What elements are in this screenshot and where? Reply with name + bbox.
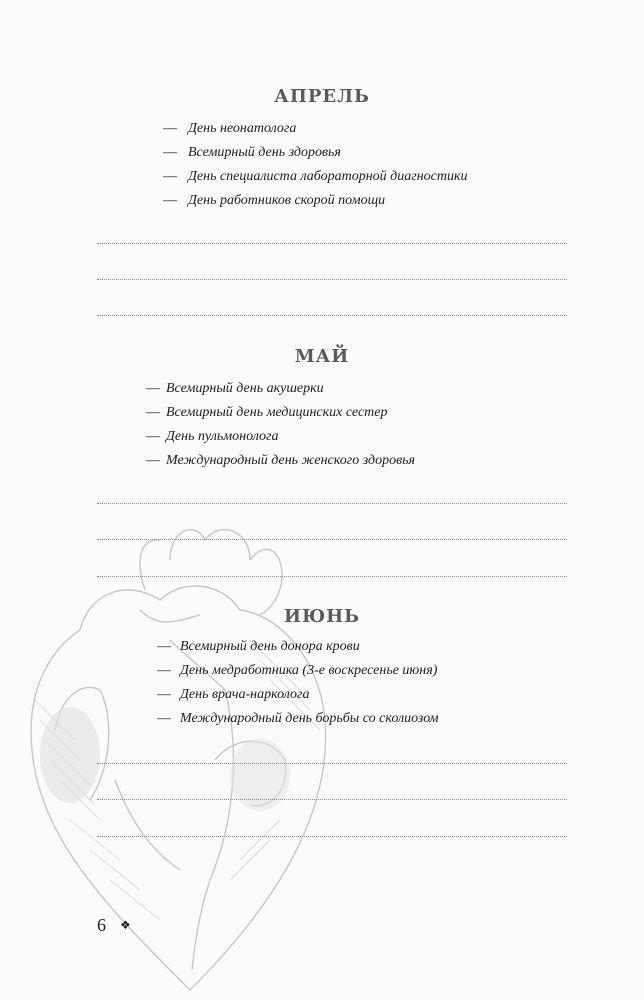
entry-text: День работников скорой помощи xyxy=(188,193,386,208)
entry-dash: — xyxy=(157,711,171,726)
note-line xyxy=(97,279,567,280)
entry-text: Всемирный день донора крови xyxy=(180,639,360,654)
entry-text: Всемирный день акушерки xyxy=(166,381,324,396)
note-line xyxy=(97,503,567,504)
entry-dash: — xyxy=(163,193,177,208)
month-title-may: МАЙ xyxy=(294,346,350,367)
note-line xyxy=(97,539,567,540)
entry-dash: — xyxy=(163,145,177,160)
note-line xyxy=(97,315,567,316)
note-line xyxy=(97,243,567,244)
entry-text: День медработника (3-е воскресенье июня) xyxy=(180,663,438,678)
note-line xyxy=(97,576,567,577)
month-title-april: АПРЕЛЬ xyxy=(274,86,370,107)
note-line xyxy=(97,836,567,837)
entry-dash: — xyxy=(146,405,160,420)
entry-text: День неонатолога xyxy=(188,121,297,136)
entry-text: Всемирный день медицинских сестер xyxy=(166,405,388,420)
entry-dash: — xyxy=(163,121,177,136)
month-title-june: ИЮНЬ xyxy=(283,606,361,627)
note-line xyxy=(97,799,567,800)
entry-dash: — xyxy=(146,381,160,396)
heart-illustration xyxy=(20,520,360,1000)
entry-dash: — xyxy=(157,639,171,654)
entry-dash: — xyxy=(146,453,160,468)
ornament-icon: ❖ xyxy=(120,918,131,932)
entry-dash: — xyxy=(146,429,160,444)
entry-text: Международный день женского здоровья xyxy=(166,453,416,468)
entry-text: День специалиста лабораторной диагностики xyxy=(188,169,468,184)
page-number: 6 xyxy=(97,915,106,935)
note-line xyxy=(97,763,567,764)
entry-dash: — xyxy=(157,687,171,702)
entry-text: День врача-нарколога xyxy=(180,687,310,702)
entry-dash: — xyxy=(157,663,171,678)
entry-dash: — xyxy=(163,169,177,184)
entry-text: День пульмонолога xyxy=(166,429,279,444)
entry-text: Международный день борьбы со сколиозом xyxy=(180,711,439,726)
entry-text: Всемирный день здоровья xyxy=(188,145,341,160)
